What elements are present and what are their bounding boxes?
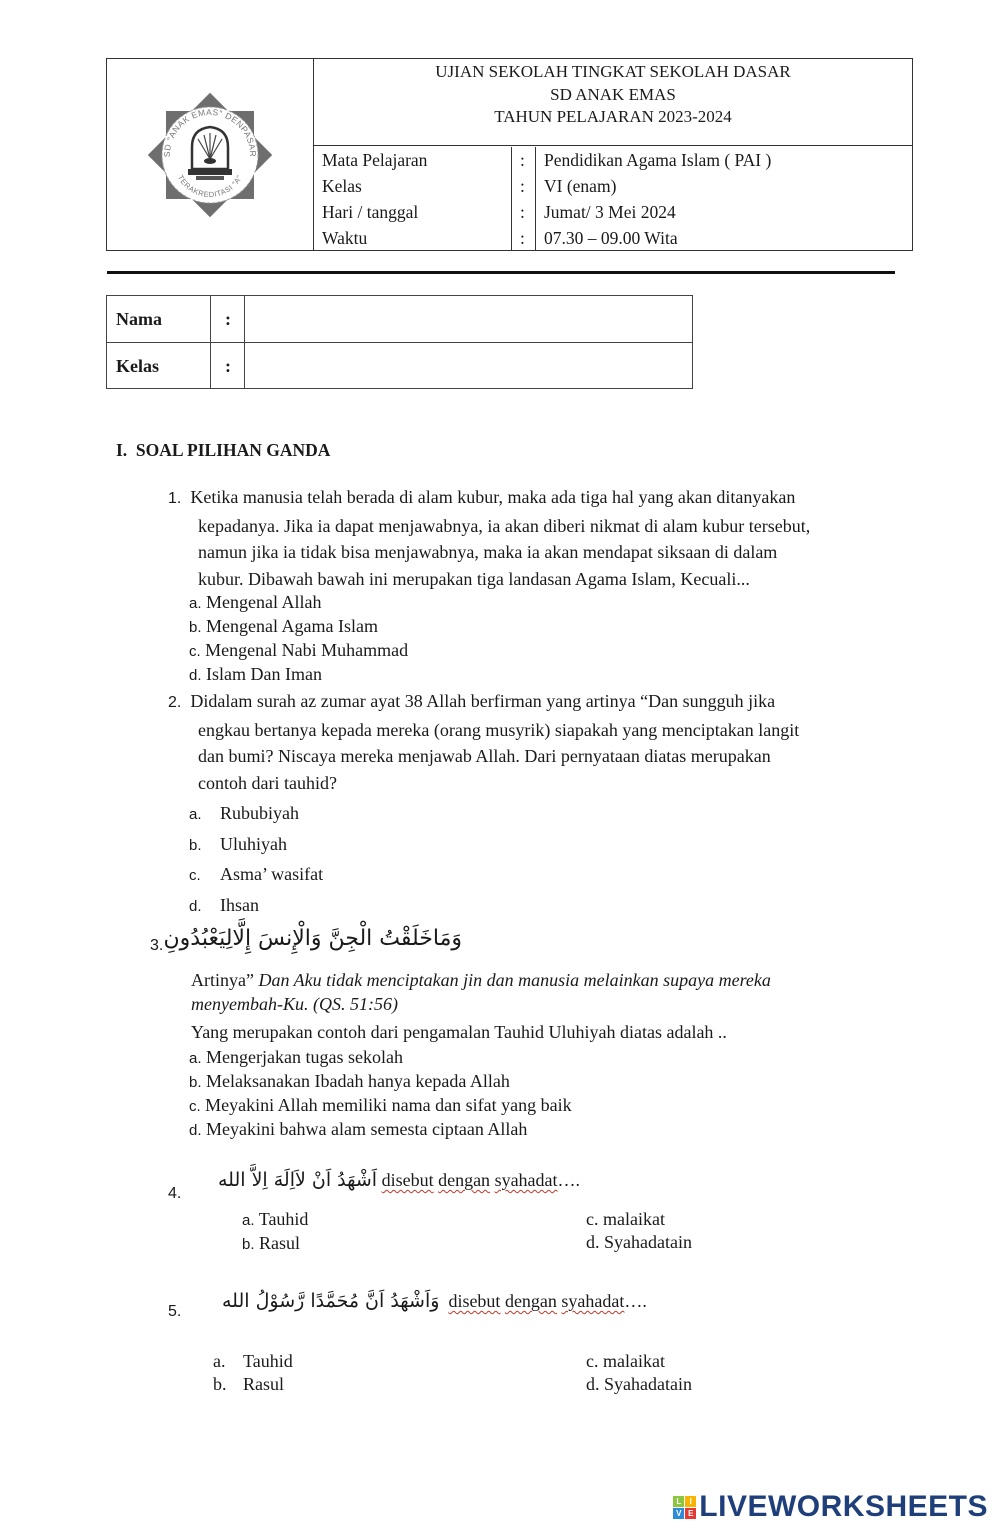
info-label-class: Kelas (322, 176, 362, 196)
option-b[interactable] (189, 615, 408, 639)
translation-text: Dan Aku tidak menciptakan jin dan manusia melainkan supaya mereka (253, 970, 771, 990)
school-logo-icon (144, 89, 276, 221)
option-a[interactable] (189, 591, 408, 615)
arabic-verse: وَمَاخَلَقْتُ الْجِنَّ وَالْإِنسَ إِلَّالِيَعْبُدُونِ (163, 926, 462, 951)
info-value-subject: Pendidikan Agama Islam ( PAI ) (544, 150, 772, 170)
option-text: Tauhid (243, 1351, 293, 1371)
translation-text: menyembah-Ku. (QS. 51:56) (191, 994, 398, 1014)
option-letter: c. (189, 643, 201, 660)
question-text: engkau bertanya kepada mereka (orang musyrik) siapakah yang menciptakan langit (198, 719, 800, 740)
question-number: 1. (168, 490, 182, 507)
exam-info (314, 147, 912, 250)
info-value-time: 07.30 – 09.00 Wita (544, 228, 678, 248)
info-colon: : (520, 202, 525, 222)
question-number: 2. (168, 694, 182, 711)
option-b[interactable] (189, 830, 323, 861)
option-d[interactable] (189, 663, 408, 687)
option-text: Meyakini bahwa alam semesta ciptaan Allah (206, 1119, 528, 1139)
question-3-options (189, 1046, 572, 1142)
option-text: Islam Dan Iman (206, 664, 322, 684)
question-2 (168, 688, 928, 796)
question-1 (168, 484, 928, 592)
exam-header-table (106, 58, 913, 251)
stem-word: dengan (438, 1170, 491, 1190)
option-letter: d. (189, 667, 202, 684)
option-letter: b. (213, 1374, 227, 1394)
question-2-options (189, 799, 323, 922)
option-d[interactable] (189, 891, 323, 922)
option-text: Mengenal Allah (206, 592, 322, 612)
option-letter: b. (189, 1074, 202, 1091)
name-colon: : (212, 296, 245, 342)
option-a[interactable] (213, 1350, 293, 1373)
arabic-phrase: وَاَشْهَدُ اَنَّ مُحَمَّدًا رَّسُوْلُ الله (222, 1290, 440, 1312)
question-number: 5. (168, 1303, 182, 1320)
liveworksheets-logo[interactable] (673, 1490, 988, 1524)
arabic-phrase: اَشْهَدُ اَنْ لاَاِلَهَ اِلاَّ الله (218, 1169, 378, 1191)
stem-word: disebut (448, 1291, 501, 1311)
question-number: 3. (150, 937, 164, 954)
translation-prefix: Artinya” (191, 970, 254, 990)
question-1-options (189, 591, 408, 687)
option-c[interactable] (189, 860, 323, 891)
stem-ellipsis: …. (624, 1291, 647, 1311)
question-4-stem (218, 1169, 580, 1191)
question-text: Didalam surah az zumar ayat 38 Allah berfirman yang artinya “Dan sungguh jika (190, 691, 776, 711)
option-letter: c. (189, 1098, 201, 1115)
option-text: Melaksanakan Ibadah hanya kepada Allah (206, 1071, 510, 1091)
class-colon: : (212, 343, 245, 389)
option-letter: d. (586, 1374, 600, 1394)
question-text: Ketika manusia telah berada di alam kubur, maka ada tiga hal yang akan ditanyakan (190, 487, 796, 507)
class-row (107, 343, 692, 389)
option-text: Rasul (243, 1374, 285, 1394)
tile: V (673, 1508, 684, 1519)
question-5-stem (222, 1290, 647, 1312)
option-letter: a. (213, 1351, 226, 1371)
tile: L (673, 1496, 684, 1507)
info-value-class: VI (enam) (544, 176, 617, 196)
option-d[interactable] (189, 1118, 572, 1142)
class-input[interactable] (245, 343, 692, 391)
header-divider (107, 271, 895, 274)
info-label-date: Hari / tanggal (322, 202, 419, 222)
option-text: Mengerjakan tugas sekolah (206, 1047, 403, 1067)
option-d[interactable] (586, 1231, 692, 1254)
svg-text:SD "ANAK EMAS" DENPASAR: SD "ANAK EMAS" DENPASAR (161, 106, 259, 157)
question-number: 4. (168, 1185, 182, 1202)
question-text: namun jika ia tidak bisa menjawabnya, maka ia akan mendapat siksaan di dalam (198, 542, 778, 562)
name-row (107, 296, 692, 343)
info-label-subject: Mata Pelajaran (322, 150, 428, 170)
info-colon: : (520, 228, 525, 248)
question-5-options-left (213, 1350, 293, 1396)
option-text: Tauhid (258, 1209, 309, 1229)
option-text: Syahadatain (604, 1374, 692, 1394)
option-text: Mengenal Nabi Muhammad (205, 640, 409, 660)
option-b[interactable] (213, 1373, 293, 1396)
option-text: Rasul (259, 1233, 301, 1253)
option-letter: c. (586, 1351, 599, 1371)
question-3-prompt: Yang merupakan contoh dari pengamalan Tauhid Uluhiyah diatas adalah .. (191, 1022, 727, 1042)
option-letter: d. (189, 1122, 202, 1139)
stem-word: dengan (504, 1291, 557, 1311)
class-label: Kelas (107, 343, 211, 389)
question-5-options-right (586, 1350, 692, 1396)
question-4-options-left (242, 1208, 308, 1256)
option-letter: a. (242, 1212, 255, 1229)
option-letter: c. (189, 867, 201, 885)
academic-year: TAHUN PELAJARAN 2023-2024 (494, 107, 732, 126)
option-letter: b. (189, 619, 202, 636)
stem-word: disebut (381, 1170, 434, 1190)
option-c[interactable] (189, 639, 408, 663)
question-text: dan bumi? Niscaya mereka menjawab Allah. Dari pernyataan diatas merupakan (198, 746, 771, 766)
brand-wordmark: LIVEWORKSHEETS (699, 1490, 988, 1523)
option-text: Ihsan (220, 895, 259, 916)
option-text: Asma’ wasifat (220, 864, 324, 885)
student-info-table (106, 295, 693, 389)
option-text: Uluhiyah (220, 833, 287, 854)
title-line: UJIAN SEKOLAH TINGKAT SEKOLAH DASAR (435, 62, 791, 81)
exam-title (314, 59, 912, 146)
live-tiles-icon (673, 1496, 696, 1519)
info-value-date: Jumat/ 3 Mei 2024 (544, 202, 676, 222)
option-letter: a. (189, 1050, 202, 1067)
option-c[interactable] (189, 1094, 572, 1118)
stem-ellipsis: …. (557, 1170, 581, 1190)
question-text: kubur. Dibawah bawah ini merupakan tiga landasan Agama Islam, Kecuali... (198, 568, 750, 589)
info-label-time: Waktu (322, 228, 368, 248)
option-a[interactable] (189, 799, 323, 830)
info-colon: : (520, 176, 525, 196)
question-3-translation (191, 968, 911, 1016)
option-text: Rububiyah (220, 803, 299, 823)
svg-text:TERAKREDITASI "A": TERAKREDITASI "A" (175, 172, 245, 199)
option-text: Mengenal Agama Islam (206, 616, 378, 636)
stem-word: syahadat (561, 1291, 625, 1311)
stem-word: syahadat (494, 1170, 558, 1190)
school-name: SD ANAK EMAS (550, 84, 676, 104)
info-colon: : (520, 150, 525, 170)
option-letter: b. (242, 1236, 255, 1253)
name-input[interactable] (245, 296, 692, 344)
option-c[interactable] (586, 1208, 692, 1231)
option-text: Meyakini Allah memiliki nama dan sifat yang baik (205, 1095, 572, 1115)
option-letter: d. (586, 1232, 600, 1252)
option-b[interactable] (189, 1070, 572, 1094)
question-text: kepadanya. Jika ia dapat menjawabnya, ia akan diberi nikmat di alam kubur tersebut, (198, 515, 811, 536)
logo-cell (107, 59, 314, 250)
option-letter: a. (189, 806, 202, 823)
question-text: contoh dari tauhid? (198, 772, 337, 793)
tile: I (685, 1496, 696, 1507)
option-text: malaikat (603, 1351, 665, 1371)
question-4-options-right (586, 1208, 692, 1254)
option-letter: d. (189, 898, 202, 916)
option-letter: a. (189, 595, 202, 612)
option-a[interactable] (189, 1046, 572, 1070)
option-a[interactable] (242, 1208, 308, 1232)
option-d[interactable] (586, 1373, 692, 1396)
section-title: I. SOAL PILIHAN GANDA (116, 440, 331, 460)
option-text: malaikat (603, 1209, 665, 1229)
option-text: Syahadatain (604, 1232, 692, 1252)
name-label: Nama (107, 296, 211, 342)
option-letter: c. (586, 1209, 599, 1229)
option-b[interactable] (242, 1232, 308, 1256)
tile: E (685, 1508, 696, 1519)
option-c[interactable] (586, 1350, 692, 1373)
option-letter: b. (189, 836, 202, 854)
